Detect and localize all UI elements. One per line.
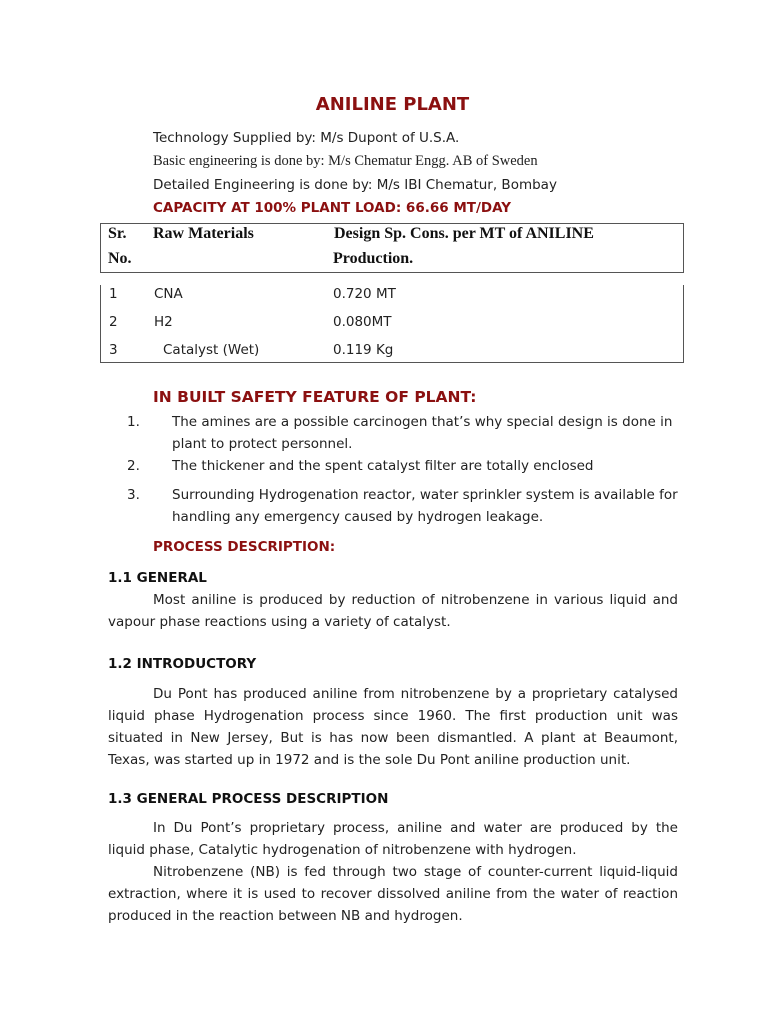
table-body (100, 285, 684, 363)
paragraph: In Du Pont’s proprietary process, aniline and water are produced by the liquid phase, Catalytic hydrogenation of nitrobenzene with hydrogen. (108, 820, 678, 858)
table-row-material: H2 (154, 314, 173, 330)
paragraph: Nitrobenzene (NB) is fed through two stage of counter-current liquid-liquid extraction, where it is used to recover dissolved aniline from the water of reaction produced in the reaction between NB and hydrogen. (108, 864, 678, 924)
section-introductory-text (108, 683, 678, 771)
header-raw-materials: Raw Materials (153, 225, 254, 242)
safety-item-text: Surrounding Hydrogenation reactor, water sprinkler system is available for (172, 487, 678, 503)
header-sr-line2: No. (108, 250, 132, 267)
paragraph: Most aniline is produced by reduction of nitrobenzene in various liquid and vapour phase reactions using a variety of catalyst. (108, 592, 678, 630)
header-design-line1: Design Sp. Cons. per MT of ANILINE (334, 225, 594, 242)
process-heading: PROCESS DESCRIPTION: (153, 539, 336, 555)
section-process-heading: 1.3 GENERAL PROCESS DESCRIPTION (108, 791, 389, 807)
safety-item-number: 2. (127, 458, 140, 474)
safety-item-text: The thickener and the spent catalyst filter are totally enclosed (172, 458, 594, 474)
header-design-line2: Production. (333, 250, 414, 267)
section-process-text (108, 817, 678, 927)
section-introductory-heading: 1.2 INTRODUCTORY (108, 656, 257, 672)
table-row-sr: 1 (109, 286, 118, 302)
section-general-heading: 1.1 GENERAL (108, 570, 207, 586)
table-row-value: 0.080MT (333, 314, 392, 330)
info-technology: Technology Supplied by: M/s Dupont of U.S.A. (153, 130, 460, 146)
safety-item-text: plant to protect personnel. (172, 436, 353, 452)
table-row-sr: 3 (109, 342, 118, 358)
table-row-value: 0.720 MT (333, 286, 396, 302)
info-capacity: CAPACITY AT 100% PLANT LOAD: 66.66 MT/DAY (153, 200, 512, 216)
table-row-material: CNA (154, 286, 183, 302)
header-sr-line1: Sr. (108, 225, 127, 242)
safety-item-number: 1. (127, 414, 140, 430)
table-row-sr: 2 (109, 314, 118, 330)
safety-item-number: 3. (127, 487, 140, 503)
safety-item-text: handling any emergency caused by hydrogen leakage. (172, 509, 544, 525)
safety-heading: IN BUILT SAFETY FEATURE OF PLANT: (153, 388, 477, 406)
table-header (100, 223, 684, 273)
page-title: ANILINE PLANT (315, 94, 470, 115)
section-general-text (108, 589, 678, 633)
info-basic-engineering: Basic engineering is done by: M/s Chematur Engg. AB of Sweden (153, 153, 538, 169)
table-row-material: Catalyst (Wet) (163, 342, 260, 358)
paragraph: Du Pont has produced aniline from nitrobenzene by a proprietary catalysed liquid phase Hydrogenation process since 1960. The first production unit was situated in New Jersey, But is has now been dismantled. A plant at Beaumont, Texas, was started up in 1972 and is the sole Du Pont aniline production unit. (108, 686, 678, 768)
table-row-value: 0.119 Kg (333, 342, 394, 358)
safety-item-text: The amines are a possible carcinogen that’s why special design is done in (172, 414, 673, 430)
info-detailed-engineering: Detailed Engineering is done by: M/s IBI Chematur, Bombay (153, 177, 557, 193)
